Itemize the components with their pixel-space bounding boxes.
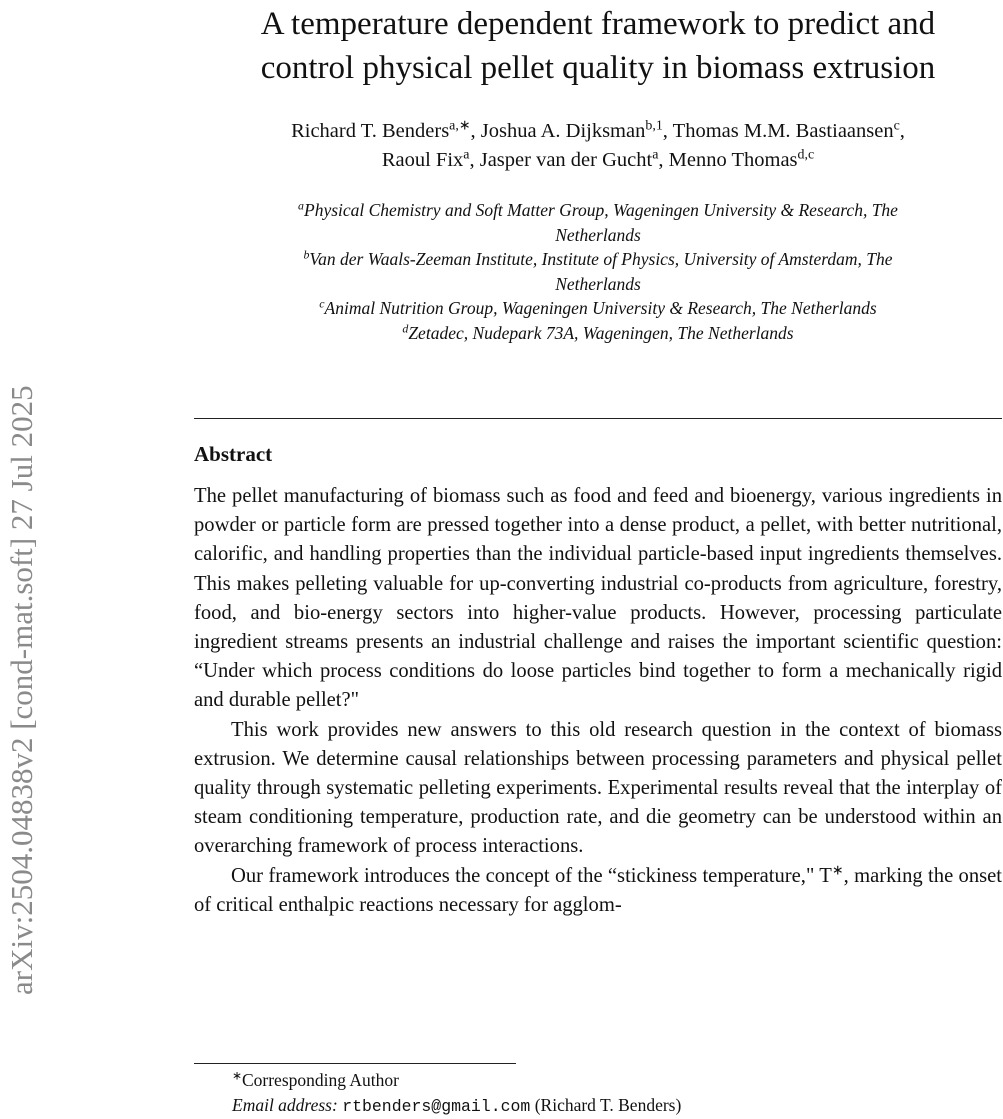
author-affil-marker: c bbox=[893, 118, 900, 134]
abstract-paragraph-3 bbox=[194, 862, 1002, 920]
author-list bbox=[194, 117, 1002, 175]
affiliation-text: Van der Waals-Zeeman Institute, Institute of Physics, University of Amsterdam, The bbox=[309, 249, 893, 270]
email-owner: (Richard T. Benders) bbox=[534, 1095, 682, 1115]
footnote-corresponding-text: Corresponding Author bbox=[241, 1070, 399, 1090]
affiliation-marker: a bbox=[298, 198, 304, 213]
affiliation-item bbox=[194, 198, 1002, 247]
author-separator: , bbox=[662, 120, 673, 142]
arxiv-identifier-text: arXiv:2504.04838v2 [cond-mat.soft] 27 Jul 2025 bbox=[4, 385, 39, 995]
author-name: Joshua A. Dijksman bbox=[480, 120, 646, 142]
title-line-1: A temperature dependent framework to predict and bbox=[260, 6, 936, 42]
author-affil-marker: b,1 bbox=[645, 118, 663, 134]
affiliation-text: Animal Nutrition Group, Wageningen University & Research, The Netherlands bbox=[324, 298, 877, 319]
affiliation-text-cont: Netherlands bbox=[555, 273, 641, 294]
footnote-email-line bbox=[232, 1093, 681, 1119]
author-name: Richard T. Benders bbox=[291, 120, 450, 142]
footnote-corresponding bbox=[232, 1068, 399, 1092]
abstract-paragraph-1: The pellet manufacturing of biomass such as food and feed and bioenergy, various ingredients in powder or particle form are pressed together into a dense product, a pellet, with better nutritional, calorific, and handling properties than the individual particle-based input ingredients themselves. This makes pelleting valuable for up-converting industrial co-products from agriculture, forestry, food, and bio-energy sectors into higher-value products. However, processing particulate ingredient streams presents an industrial challenge and raises the important scientific question: “Under which process conditions do loose particles bind together to form a mechanically rigid and durable pellet?" bbox=[194, 485, 1002, 712]
abstract-paragraph-3-text: Our framework introduces the concept of the “stickiness temperature," T bbox=[231, 864, 832, 887]
arxiv-identifier bbox=[2, 150, 42, 995]
author-separator: , bbox=[470, 120, 481, 142]
author-affil-marker: d,c bbox=[797, 147, 815, 163]
author-affil-marker: a,∗ bbox=[449, 118, 471, 134]
author-affil-marker: a bbox=[652, 147, 659, 163]
title-line-2: control physical pellet quality in biomass extrusion bbox=[260, 50, 936, 86]
affiliation-list bbox=[194, 198, 1002, 346]
affiliation-marker: d bbox=[402, 321, 409, 336]
abstract-heading: Abstract bbox=[194, 442, 273, 466]
footnote-marker: ∗ bbox=[232, 1068, 242, 1083]
paper-title bbox=[194, 2, 1002, 90]
author-name: Thomas M.M. Bastiaansen bbox=[672, 120, 894, 142]
affiliation-text: Physical Chemistry and Soft Matter Group, Wageningen University & Research, The bbox=[304, 200, 898, 220]
abstract-body bbox=[194, 482, 1002, 920]
abstract-top-rule bbox=[194, 418, 1002, 419]
author-name: Raoul Fix bbox=[381, 149, 464, 171]
affiliation-text-cont: Netherlands bbox=[555, 224, 641, 245]
affiliation-item bbox=[194, 247, 1002, 296]
abstract-paragraph-2: This work provides new answers to this old research question in the context of biomass extrusion. We determine causal relationships between processing parameters and physical pellet quality through systematic pelleting experiments. Experimental results reveal that the interplay of steam conditioning temperature, production rate, and die geometry can be understood within an overarching framework of process interactions. bbox=[194, 718, 1002, 858]
affiliation-text: Zetadec, Nudepark 73A, Wageningen, The Netherlands bbox=[408, 322, 794, 343]
author-separator: , bbox=[469, 149, 480, 171]
email-address-link[interactable]: rtbenders@gmail.com bbox=[342, 1097, 531, 1116]
email-label: Email address: bbox=[232, 1095, 338, 1115]
affiliation-item bbox=[194, 321, 1002, 346]
abstract-paragraph-3-text-cont: , marking the onset of critical enthalpic reactions necessary for agglom- bbox=[194, 864, 1003, 916]
affiliation-marker: b bbox=[303, 247, 310, 262]
affiliation-marker: c bbox=[319, 296, 325, 311]
affiliation-item bbox=[194, 296, 1002, 321]
footnote-rule bbox=[194, 1063, 516, 1064]
author-separator: , bbox=[899, 120, 905, 142]
author-affil-marker: a bbox=[463, 147, 470, 163]
author-separator: , bbox=[658, 149, 669, 171]
stickiness-temperature-superscript: ∗ bbox=[831, 862, 844, 878]
author-name: Menno Thomas bbox=[668, 149, 798, 171]
author-name: Jasper van der Gucht bbox=[479, 149, 653, 171]
